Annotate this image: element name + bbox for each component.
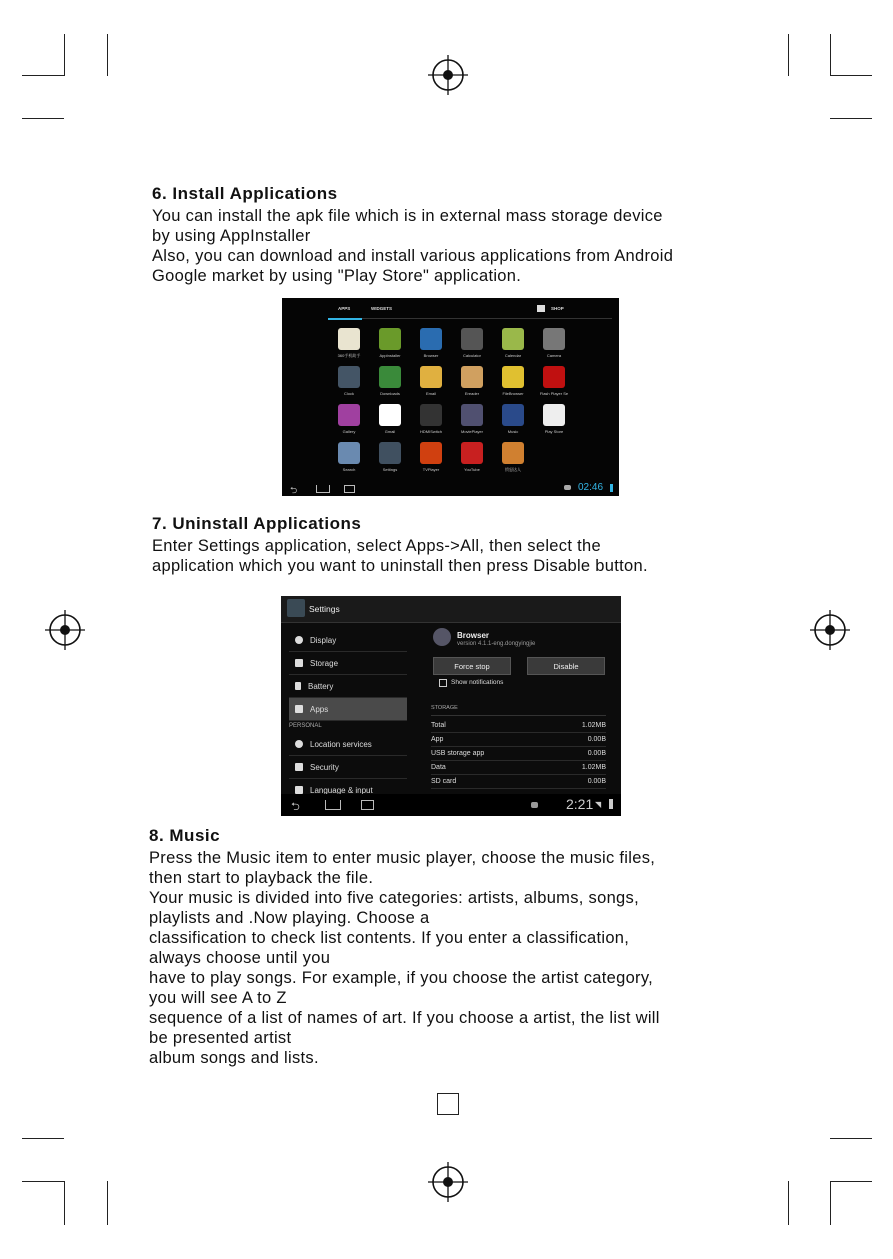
storage-row (431, 747, 606, 761)
paragraph-line: be presented artist (149, 1029, 292, 1047)
disable-button[interactable]: Disable (527, 657, 605, 675)
app-label: Email (425, 391, 436, 396)
display-icon (295, 636, 303, 644)
paragraph-line: always choose until you (149, 949, 331, 967)
storage-row-label: USB storage app (431, 750, 485, 757)
show-notifications-checkbox[interactable] (439, 679, 447, 687)
registration-mark-top (428, 55, 468, 95)
shop-icon (537, 305, 545, 312)
app-calculator[interactable] (453, 328, 491, 358)
paragraph-line: Google market by using "Play Store" application. (152, 267, 522, 285)
menu-item-storage[interactable]: Storage (289, 652, 407, 675)
tab-apps[interactable]: APPS (338, 306, 351, 311)
download-icon (379, 366, 401, 388)
app-download[interactable] (371, 366, 409, 396)
play-store-icon (543, 404, 565, 426)
app-name: Browser (457, 631, 490, 640)
paragraph-line: You can install the apk file which is in external mass storage device (152, 207, 663, 225)
app-label: HDMISwitch (419, 429, 442, 434)
paragraph-line: you will see A to Z (149, 989, 287, 1007)
storage-row (431, 733, 606, 747)
registration-mark-left (45, 610, 85, 650)
tab-divider (362, 318, 612, 319)
storage-row-value: 1.02MB (581, 722, 606, 729)
game-icon (502, 442, 524, 464)
tv-icon (420, 442, 442, 464)
app-label: Downloads (380, 391, 400, 396)
app-hdmi[interactable] (412, 404, 450, 434)
browser-globe-icon (433, 628, 451, 646)
settings-icon (379, 442, 401, 464)
app-tv[interactable] (412, 442, 450, 472)
app-app-installer[interactable] (371, 328, 409, 358)
battery-icon (295, 682, 301, 690)
globe-icon (420, 328, 442, 350)
calculator-icon (461, 328, 483, 350)
app-label: Calendar (504, 353, 522, 358)
system-nav-bar (282, 482, 619, 496)
lock-icon (295, 763, 303, 771)
app-label: TVPlayer (422, 467, 440, 472)
menu-item-display[interactable]: Display (289, 629, 407, 652)
search-icon (338, 442, 360, 464)
back-icon[interactable]: ⮌ (290, 485, 298, 495)
section-7-title: 7. Uninstall Applications (152, 514, 362, 533)
hdmi-icon (420, 404, 442, 426)
settings-title: Settings (309, 604, 340, 614)
app-calendar[interactable] (494, 328, 532, 358)
section-8-title: 8. Music (149, 826, 221, 845)
app-clock[interactable] (330, 366, 368, 396)
menu-item-security[interactable]: Security (289, 756, 407, 779)
tab-widgets[interactable]: WIDGETS (371, 306, 392, 311)
youtube-icon (461, 442, 483, 464)
paragraph-line: playlists and .Now playing. Choose a (149, 909, 430, 927)
menu-item-apps[interactable]: Apps (289, 698, 407, 721)
app-version: version 4.1.1-eng.dongyingjie (457, 641, 536, 647)
menu-item-location[interactable]: Location services (289, 733, 407, 756)
settings-icon (287, 599, 305, 617)
paragraph-line: have to play songs. For example, if you choose the artist category, (149, 969, 654, 987)
recent-apps-icon[interactable] (361, 800, 374, 810)
storage-row (431, 719, 606, 733)
app-label: Music (507, 429, 519, 434)
storage-row-label: Total (431, 722, 446, 729)
paragraph-line: then start to playback the file. (149, 869, 374, 887)
app-label: 愤怒达人 (505, 467, 521, 472)
system-nav-bar (281, 794, 621, 816)
personal-header: PERSONAL (289, 723, 322, 729)
menu-item-battery[interactable]: Battery (289, 675, 407, 698)
storage-header: STORAGE (431, 705, 458, 711)
app-label: Gallery (342, 429, 356, 434)
folder-icon (502, 366, 524, 388)
paragraph-line: Your music is divided into five categories: artists, albums, songs, (149, 889, 639, 907)
settings-screenshot (281, 596, 621, 816)
status-clock: 2:21 (566, 796, 594, 812)
app-book[interactable] (453, 366, 491, 396)
section-6-title: 6. Install Applications (152, 184, 338, 203)
storage-row-value: 1.02MB (581, 764, 606, 771)
storage-row-value: 0.00B (587, 750, 606, 757)
paragraph-line: classification to check list contents. If you enter a classification, (149, 929, 630, 947)
storage-row (431, 775, 606, 789)
storage-header-divider (431, 715, 606, 716)
storage-row (431, 761, 606, 775)
app-music[interactable] (494, 404, 532, 434)
app-email[interactable] (412, 366, 450, 396)
battery-icon (610, 484, 613, 492)
app-search[interactable] (330, 442, 368, 472)
flash-icon (543, 366, 565, 388)
movie-icon (461, 404, 483, 426)
app-label: Ereader (464, 391, 480, 396)
recent-apps-icon[interactable] (344, 485, 355, 493)
music-icon (502, 404, 524, 426)
app-label: Play Store (544, 429, 564, 434)
language-icon (295, 786, 303, 794)
paragraph-line: album songs and lists. (149, 1049, 319, 1067)
home-icon[interactable] (316, 485, 330, 493)
calendar-icon (502, 328, 524, 350)
storage-row-label: SD card (431, 778, 457, 785)
force-stop-button[interactable]: Force stop (433, 657, 511, 675)
status-clock: 02:46 (578, 482, 604, 493)
paragraph-line: Enter Settings application, select Apps->All, then select the (152, 537, 601, 555)
registration-mark-right (810, 610, 850, 650)
app-movie[interactable] (453, 404, 491, 434)
app-globe[interactable] (412, 328, 450, 358)
menu-item-language[interactable]: Language & input (289, 779, 407, 802)
app-360[interactable] (330, 328, 368, 359)
section-8-body (149, 848, 660, 1068)
gallery-icon (338, 404, 360, 426)
paragraph-line: Press the Music item to enter music player, choose the music files, (149, 849, 656, 867)
storage-icon (295, 659, 303, 667)
usb-icon (531, 802, 538, 808)
360-icon (338, 328, 360, 350)
paragraph-line: Also, you can download and install various applications from Android (152, 247, 674, 265)
gmail-icon (379, 404, 401, 426)
app-youtube[interactable] (453, 442, 491, 472)
app-label: FileBrowser (502, 391, 524, 396)
location-icon (295, 740, 303, 748)
app-label: Calculator (462, 353, 481, 358)
app-play-store[interactable] (535, 404, 573, 434)
app-label: 360手机助手 (337, 353, 361, 358)
storage-row-label: Data (431, 764, 446, 771)
email-icon (420, 366, 442, 388)
app-label: AppInstaller (379, 353, 401, 358)
usb-icon (564, 485, 571, 490)
tab-apps-underline (328, 318, 362, 320)
app-gmail[interactable] (371, 404, 409, 434)
app-installer-icon (379, 328, 401, 350)
app-label: YouTube (464, 467, 480, 472)
app-label: Search (342, 467, 356, 472)
app-settings[interactable] (371, 442, 409, 472)
app-drawer-screenshot (282, 298, 619, 496)
section-7-body (152, 536, 648, 576)
wifi-icon: ◥ (595, 800, 602, 809)
app-label: Flash Player Se (539, 391, 569, 396)
storage-row-label: App (431, 736, 444, 743)
app-game[interactable] (494, 442, 532, 473)
storage-row-value: 0.00B (587, 778, 606, 785)
app-folder[interactable] (494, 366, 532, 396)
paragraph-line: application which you want to uninstall then press Disable button. (152, 557, 648, 575)
storage-row-value: 0.00B (587, 736, 606, 743)
app-label: Camera (546, 353, 562, 358)
paragraph-line: sequence of a list of names of art. If you choose a artist, the list will (149, 1009, 660, 1027)
app-label: Gmail (384, 429, 396, 434)
app-label: Browser (423, 353, 439, 358)
home-icon[interactable] (325, 800, 341, 810)
app-flash[interactable] (535, 366, 573, 396)
back-icon[interactable]: ⮌ (291, 801, 300, 813)
settings-header (281, 596, 621, 623)
section-6-body (152, 206, 673, 286)
clock-icon (338, 366, 360, 388)
app-gallery[interactable] (330, 404, 368, 434)
book-icon (461, 366, 483, 388)
registration-mark-bottom (428, 1162, 468, 1202)
camera-icon (543, 328, 565, 350)
shop-button[interactable]: SHOP (551, 306, 564, 311)
app-camera[interactable] (535, 328, 573, 358)
app-label: MoviePlayer (460, 429, 483, 434)
app-label: Clock (343, 391, 354, 396)
battery-icon (609, 799, 613, 809)
page-number-box (437, 1093, 459, 1115)
show-notifications-label: Show notifications (451, 679, 504, 686)
apps-icon (295, 705, 303, 713)
app-label: Settings (382, 467, 398, 472)
paragraph-line: by using AppInstaller (152, 227, 311, 245)
